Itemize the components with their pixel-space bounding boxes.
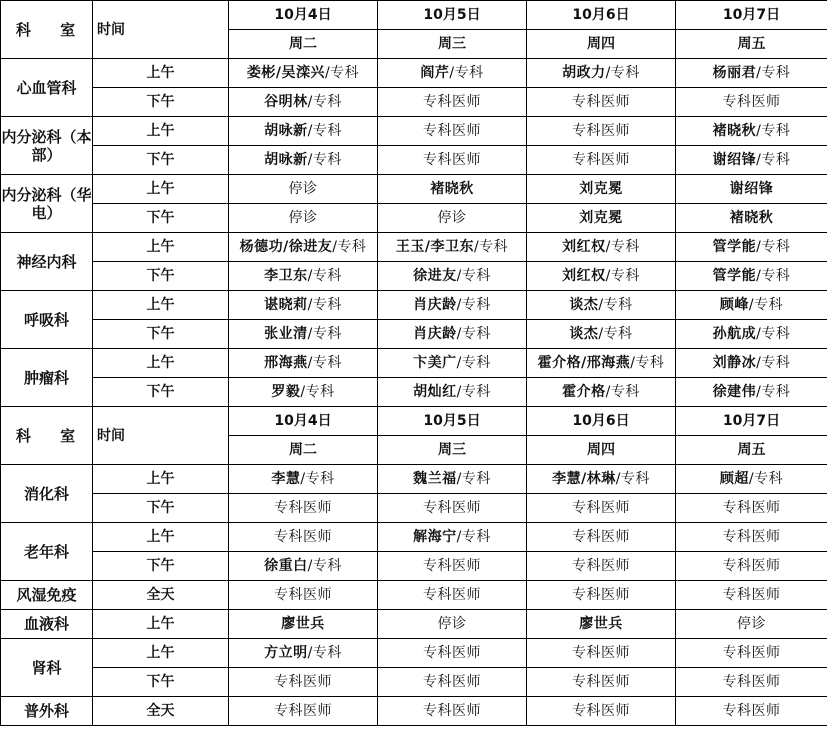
- schedule-cell: [676, 697, 827, 726]
- clinic-type: /专科: [756, 152, 791, 168]
- schedule-cell: [229, 117, 378, 146]
- schedule-cell: [676, 291, 827, 320]
- schedule-cell: [378, 146, 527, 175]
- header-date-row: [1, 1, 827, 30]
- doctor-name: 胡咏新: [264, 123, 308, 139]
- clinic-type: /专科: [605, 239, 640, 255]
- department-name: 呼吸科: [1, 291, 93, 349]
- table-row: [1, 59, 827, 88]
- weekday-header: 周二: [229, 30, 378, 59]
- schedule-cell: [378, 697, 527, 726]
- schedule-cell: [229, 320, 378, 349]
- clinic-type: /专科: [307, 558, 342, 574]
- doctor-name: 方立明: [264, 645, 308, 661]
- clinic-type: /专科: [605, 384, 640, 400]
- schedule-cell: [676, 320, 827, 349]
- date-header: 10月6日: [527, 1, 676, 30]
- doctor-name: 谷明林: [264, 94, 308, 110]
- table-row: [1, 175, 827, 204]
- schedule-cell: [229, 552, 378, 581]
- schedule-cell: [229, 581, 378, 610]
- schedule-cell: [676, 349, 827, 378]
- clinic-type: /专科: [307, 326, 342, 342]
- table-row: [1, 378, 827, 407]
- clinic-type: 停诊: [288, 181, 318, 197]
- doctor-name: 刘红权: [562, 268, 606, 284]
- doctor-name: 刘红权: [562, 239, 606, 255]
- table-row: [1, 233, 827, 262]
- clinic-type: 专科医师: [572, 703, 630, 719]
- department-name: 肾科: [1, 639, 93, 697]
- clinic-type: /专科: [307, 297, 342, 313]
- schedule-cell: [378, 175, 527, 204]
- clinic-type: 专科医师: [572, 152, 630, 168]
- schedule-cell: [229, 233, 378, 262]
- doctor-name: 孙航成: [712, 326, 757, 342]
- clinic-type: 专科医师: [572, 123, 630, 139]
- schedule-cell: [527, 291, 676, 320]
- doctor-name: 肖庆龄: [413, 297, 457, 313]
- schedule-cell: [378, 233, 527, 262]
- doctor-name: 刘克冕: [579, 181, 623, 197]
- clinic-type: 专科医师: [572, 674, 630, 690]
- schedule-cell: [676, 581, 827, 610]
- date-header: 10月5日: [378, 407, 527, 436]
- table-row: [1, 204, 827, 233]
- period-label: 上午: [93, 59, 229, 88]
- schedule-cell: [676, 610, 827, 639]
- clinic-type: /专科: [307, 123, 342, 139]
- weekday-header: 周四: [527, 436, 676, 465]
- doctor-name: 褚晓秋: [712, 123, 757, 139]
- time-column-header: 时间: [93, 407, 229, 465]
- schedule-cell: [527, 465, 676, 494]
- schedule-cell: [378, 262, 527, 291]
- clinic-type: /专科: [307, 355, 342, 371]
- schedule-cell: [527, 262, 676, 291]
- schedule-cell: [527, 117, 676, 146]
- clinic-type: 专科医师: [423, 94, 481, 110]
- schedule-cell: [229, 494, 378, 523]
- schedule-cell: [527, 146, 676, 175]
- schedule-cell: [378, 523, 527, 552]
- schedule-cell: [527, 378, 676, 407]
- clinic-type: 专科医师: [572, 500, 630, 516]
- schedule-cell: [378, 465, 527, 494]
- clinic-type: /专科: [615, 471, 650, 487]
- schedule-cell: [676, 117, 827, 146]
- doctor-name: 管学能: [712, 239, 757, 255]
- table-row: [1, 523, 827, 552]
- doctor-name: 王玉/李卫东: [395, 239, 474, 255]
- department-name: 神经内科: [1, 233, 93, 291]
- schedule-cell: [378, 291, 527, 320]
- table-row: [1, 349, 827, 378]
- period-label: 上午: [93, 610, 229, 639]
- clinic-type: /专科: [473, 239, 509, 255]
- table-row: [1, 697, 827, 726]
- schedule-cell: [527, 581, 676, 610]
- clinic-type: 专科医师: [274, 703, 332, 719]
- doctor-name: 谌晓莉: [264, 297, 308, 313]
- schedule-cell: [676, 378, 827, 407]
- schedule-cell: [527, 697, 676, 726]
- doctor-name: 卞美广: [413, 355, 457, 371]
- clinic-type: /专科: [748, 471, 784, 487]
- table-row: [1, 494, 827, 523]
- clinic-type: /专科: [307, 645, 342, 661]
- clinic-type: 专科医师: [423, 558, 481, 574]
- clinic-type: 专科医师: [423, 645, 481, 661]
- department-name: 内分泌科（华电）: [1, 175, 93, 233]
- clinic-type: 专科医师: [572, 587, 630, 603]
- period-label: 下午: [93, 204, 229, 233]
- schedule-cell: [229, 262, 378, 291]
- schedule-body: [1, 1, 827, 726]
- clinic-type: 专科医师: [722, 587, 781, 603]
- clinic-type: /专科: [756, 326, 791, 342]
- schedule-cell: [676, 668, 827, 697]
- schedule-cell: [378, 668, 527, 697]
- schedule-cell: [229, 668, 378, 697]
- schedule-cell: [229, 175, 378, 204]
- clinic-type: 专科医师: [423, 674, 481, 690]
- clinic-type: /专科: [756, 268, 791, 284]
- clinic-type: 专科医师: [722, 703, 781, 719]
- date-header: 10月4日: [229, 407, 378, 436]
- schedule-cell: [229, 639, 378, 668]
- clinic-type: 停诊: [288, 210, 318, 226]
- clinic-type: /专科: [456, 355, 491, 371]
- schedule-cell: [676, 465, 827, 494]
- clinic-type: /专科: [598, 297, 633, 313]
- schedule-cell: [229, 349, 378, 378]
- doctor-name: 李卫东: [264, 268, 308, 284]
- schedule-cell: [229, 465, 378, 494]
- date-header: 10月6日: [527, 407, 676, 436]
- doctor-name: 魏兰福: [413, 471, 457, 487]
- clinic-type: /专科: [456, 384, 491, 400]
- schedule-cell: [378, 204, 527, 233]
- clinic-type: /专科: [605, 268, 640, 284]
- clinic-type: 专科医师: [572, 94, 630, 110]
- clinic-type: 专科医师: [722, 645, 781, 661]
- schedule-cell: [527, 639, 676, 668]
- schedule-cell: [229, 697, 378, 726]
- doctor-name: 杨德功/徐进友: [239, 238, 333, 255]
- clinic-type: /专科: [300, 471, 335, 487]
- period-label: 下午: [93, 668, 229, 697]
- schedule-cell: [229, 610, 378, 639]
- doctor-name: 肖庆龄: [413, 326, 457, 342]
- schedule-cell: [229, 523, 378, 552]
- schedule-cell: [527, 610, 676, 639]
- doctor-name: 霍介格: [562, 384, 606, 400]
- doctor-name: 谈杰: [569, 297, 599, 313]
- clinic-type: 专科医师: [722, 558, 781, 574]
- schedule-cell: [527, 523, 676, 552]
- period-label: 下午: [93, 146, 229, 175]
- table-row: [1, 639, 827, 668]
- schedule-cell: [229, 291, 378, 320]
- table-row: [1, 117, 827, 146]
- clinic-type: /专科: [630, 354, 665, 371]
- dept-column-header: 科 室: [1, 1, 93, 59]
- period-label: 上午: [93, 117, 229, 146]
- period-label: 上午: [93, 349, 229, 378]
- clinic-type: 专科医师: [572, 645, 630, 661]
- schedule-cell: [229, 204, 378, 233]
- period-label: 全天: [93, 697, 229, 726]
- schedule-cell: [527, 320, 676, 349]
- schedule-cell: [676, 88, 827, 117]
- doctor-name: 褚晓秋: [729, 210, 774, 226]
- table-row: [1, 88, 827, 117]
- schedule-cell: [527, 668, 676, 697]
- clinic-type: 专科医师: [423, 152, 481, 168]
- clinic-type: /专科: [756, 239, 791, 255]
- schedule-cell: [229, 88, 378, 117]
- schedule-cell: [527, 494, 676, 523]
- clinic-type: 专科医师: [722, 500, 781, 516]
- clinic-type: 专科医师: [423, 587, 481, 603]
- clinic-type: /专科: [307, 268, 342, 284]
- schedule-cell: [527, 349, 676, 378]
- clinic-type: /专科: [456, 326, 491, 342]
- schedule-cell: [229, 378, 378, 407]
- weekday-header: 周三: [378, 30, 527, 59]
- doctor-name: 顾峰: [719, 297, 749, 313]
- doctor-name: 罗毅: [271, 384, 301, 400]
- period-label: 上午: [93, 523, 229, 552]
- period-label: 全天: [93, 581, 229, 610]
- doctor-name: 胡咏新: [264, 152, 308, 168]
- clinic-type: 停诊: [437, 616, 467, 632]
- period-label: 下午: [93, 494, 229, 523]
- table-row: [1, 262, 827, 291]
- clinic-type: /专科: [756, 355, 791, 371]
- schedule-cell: [378, 320, 527, 349]
- time-column-header: 时间: [93, 1, 229, 59]
- date-header: 10月7日: [676, 1, 827, 30]
- schedule-cell: [378, 494, 527, 523]
- clinic-type: 专科医师: [274, 500, 332, 516]
- schedule-cell: [378, 639, 527, 668]
- clinic-type: /专科: [307, 152, 342, 168]
- schedule-cell: [527, 233, 676, 262]
- clinic-type: /专科: [324, 65, 360, 81]
- dept-column-header: 科 室: [1, 407, 93, 465]
- doctor-name: 娄彬/吴滦兴: [246, 65, 325, 81]
- doctor-name: 徐进友: [413, 268, 457, 284]
- doctor-name: 胡灿红: [413, 384, 457, 400]
- schedule-cell: [229, 59, 378, 88]
- weekday-header: 周二: [229, 436, 378, 465]
- period-label: 下午: [93, 88, 229, 117]
- schedule-cell: [527, 88, 676, 117]
- doctor-name: 李慧/林琳: [552, 471, 616, 487]
- doctor-name: 刘静冰: [712, 355, 757, 371]
- doctor-name: 阎芹: [420, 65, 450, 81]
- clinic-type: /专科: [449, 65, 484, 81]
- clinic-type: /专科: [605, 65, 640, 81]
- schedule-cell: [378, 349, 527, 378]
- schedule-cell: [527, 204, 676, 233]
- doctor-name: 谢绍锋: [712, 152, 757, 168]
- period-label: 上午: [93, 291, 229, 320]
- clinic-type: 停诊: [437, 210, 467, 226]
- schedule-cell: [676, 262, 827, 291]
- schedule-cell: [378, 117, 527, 146]
- table-row: [1, 610, 827, 639]
- header-date-row: [1, 407, 827, 436]
- period-label: 上午: [93, 465, 229, 494]
- doctor-name: 谢绍锋: [729, 181, 774, 197]
- schedule-cell: [378, 581, 527, 610]
- period-label: 上午: [93, 233, 229, 262]
- clinic-type: 停诊: [737, 616, 766, 632]
- doctor-name: 顾超: [719, 471, 749, 487]
- period-label: 下午: [93, 320, 229, 349]
- schedule-cell: [378, 378, 527, 407]
- doctor-name: 刘克冕: [579, 210, 623, 226]
- clinic-type: 专科医师: [274, 674, 332, 690]
- table-row: [1, 465, 827, 494]
- doctor-name: 邢海燕: [264, 355, 308, 371]
- department-name: 内分泌科（本部）: [1, 117, 93, 175]
- doctor-name: 张业清: [264, 326, 308, 342]
- department-name: 肿瘤科: [1, 349, 93, 407]
- period-label: 下午: [93, 262, 229, 291]
- clinic-type: 专科医师: [572, 529, 630, 545]
- department-name: 老年科: [1, 523, 93, 581]
- doctor-name: 解海宁: [413, 529, 457, 545]
- clinic-type: 专科医师: [274, 587, 332, 603]
- clinic-type: /专科: [332, 238, 367, 255]
- date-header: 10月7日: [676, 407, 827, 436]
- doctor-name: 杨丽君: [712, 65, 757, 81]
- department-name: 普外科: [1, 697, 93, 726]
- table-row: [1, 552, 827, 581]
- table-row: [1, 581, 827, 610]
- schedule-cell: [676, 59, 827, 88]
- clinic-type: 专科医师: [423, 703, 481, 719]
- clinic-type: 专科医师: [722, 674, 781, 690]
- clinic-type: 专科医师: [423, 500, 481, 516]
- schedule-cell: [527, 552, 676, 581]
- department-name: 消化科: [1, 465, 93, 523]
- doctor-name: 李慧: [271, 471, 301, 487]
- schedule-cell: [676, 639, 827, 668]
- schedule-cell: [676, 233, 827, 262]
- clinic-type: /专科: [756, 384, 791, 400]
- schedule-cell: [676, 523, 827, 552]
- doctor-name: 霍介格/邢海燕: [537, 354, 631, 371]
- schedule-cell: [527, 175, 676, 204]
- weekday-header: 周三: [378, 436, 527, 465]
- department-name: 风湿免疫: [1, 581, 93, 610]
- department-name: 心血管科: [1, 59, 93, 117]
- clinic-type: 专科医师: [722, 529, 781, 545]
- department-name: 血液科: [1, 610, 93, 639]
- period-label: 上午: [93, 639, 229, 668]
- clinic-type: /专科: [300, 384, 335, 400]
- table-row: [1, 146, 827, 175]
- schedule-cell: [676, 175, 827, 204]
- doctor-name: 谈杰: [569, 326, 599, 342]
- clinic-type: 专科医师: [572, 558, 630, 574]
- clinic-type: /专科: [456, 471, 491, 487]
- clinic-type: /专科: [598, 326, 633, 342]
- clinic-type: /专科: [456, 268, 491, 284]
- weekday-header: 周五: [676, 436, 827, 465]
- clinic-type: /专科: [307, 94, 342, 110]
- clinic-type: /专科: [456, 297, 491, 313]
- clinic-type: /专科: [456, 529, 491, 545]
- doctor-name: 徐建伟: [712, 384, 757, 400]
- table-row: [1, 291, 827, 320]
- doctor-name: 管学能: [712, 268, 757, 284]
- schedule-cell: [676, 204, 827, 233]
- schedule-cell: [378, 610, 527, 639]
- schedule-cell: [378, 552, 527, 581]
- doctor-name: 胡政力: [562, 65, 606, 81]
- schedule-cell: [676, 494, 827, 523]
- clinic-type: /专科: [756, 65, 791, 81]
- schedule-cell: [229, 146, 378, 175]
- schedule-cell: [527, 59, 676, 88]
- schedule-cell: [378, 88, 527, 117]
- schedule-cell: [676, 552, 827, 581]
- clinic-type: 专科医师: [722, 94, 781, 110]
- clinic-type: /专科: [756, 123, 791, 139]
- date-header: 10月5日: [378, 1, 527, 30]
- period-label: 下午: [93, 378, 229, 407]
- weekday-header: 周四: [527, 30, 676, 59]
- table-row: [1, 320, 827, 349]
- schedule-cell: [676, 146, 827, 175]
- doctor-name: 徐重白: [264, 558, 308, 574]
- doctor-name: 褚晓秋: [430, 181, 474, 197]
- clinic-type: 专科医师: [423, 123, 481, 139]
- doctor-name: 廖世兵: [579, 616, 623, 632]
- table-row: [1, 668, 827, 697]
- doctor-name: 廖世兵: [281, 616, 325, 632]
- schedule-cell: [378, 59, 527, 88]
- weekday-header: 周五: [676, 30, 827, 59]
- date-header: 10月4日: [229, 1, 378, 30]
- clinic-type: /专科: [748, 297, 784, 313]
- period-label: 下午: [93, 552, 229, 581]
- clinic-type: 专科医师: [274, 529, 332, 545]
- period-label: 上午: [93, 175, 229, 204]
